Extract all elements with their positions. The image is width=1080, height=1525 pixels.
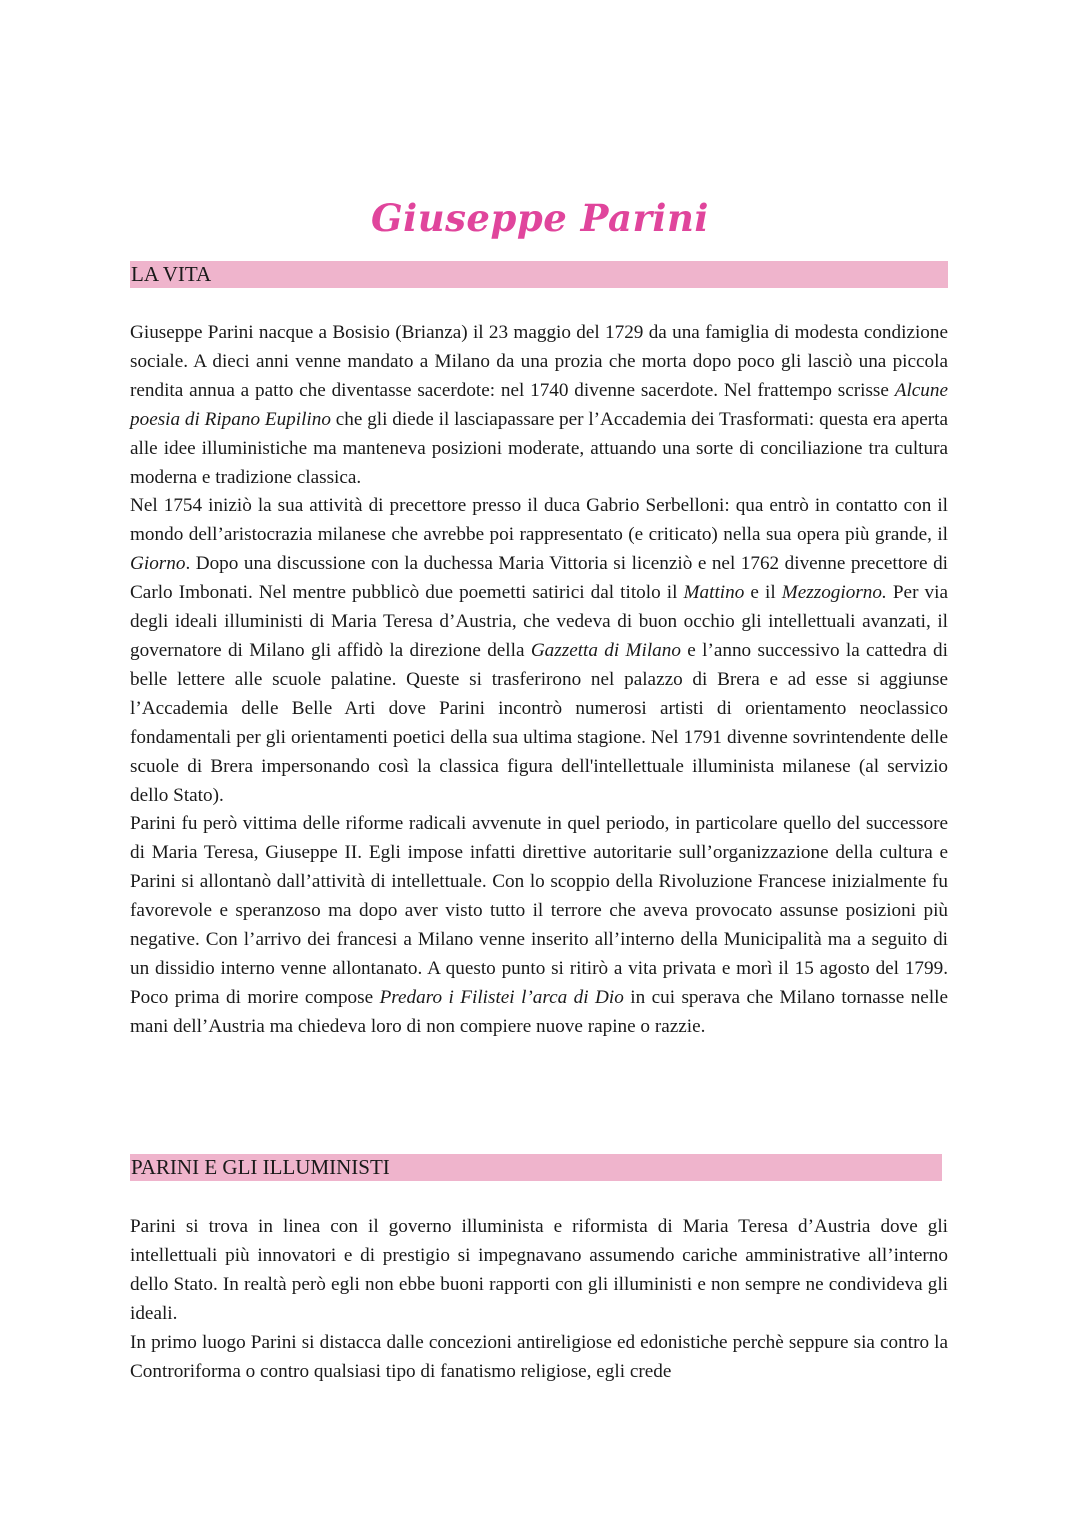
paragraph: Parini si trova in linea con il governo illuminista e riformista di Maria Teresa d’Austria dove gli intellettuali più innovatori e di prestigio si impegnavano assumendo cariche amministrative all’interno dello Stato. In realtà però egli non ebbe buoni rapporti con gli illuministi e non sempre ne condivideva gli ideali. (130, 1216, 948, 1324)
paragraph: Nel 1754 iniziò la sua attività di precettore presso il duca Gabrio Serbelloni: qua entrò in contatto con il mondo dell’aristocrazia milanese che avrebbe poi rappresentato (e criticato) nella sua opera più grande, il Giorno. Dopo una discussione con la duchessa Maria Vittoria si licenziò e nel 1762 divenne precettore di Carlo Imbonati. Nel mentre pubblicò due poemetti satirici dal titolo il Mattino e il Mezzogiorno. Per via degli ideali illuministi di Maria Teresa d’Austria, che vedeva di buon occhio gli intellettuali avanzati, il governatore di Milano gli affidò la direzione della Gazzetta di Milano e l’anno successivo la cattedra di belle lettere alle scuole palatine. Queste si trasferirono nel palazzo di Brera e ad esse si aggiunse l’Accademia delle Belle Arti dove Parini incontrò numerosi artisti di orientamento neoclassico fondamentali per gli orientamenti poetici della sua ultima stagione. Nel 1791 divenne sovrintendente delle scuole di Brera impersonando così la classica figura dell'intellettuale illuminista milanese (al servizio dello Stato). (130, 495, 948, 806)
paragraph: In primo luogo Parini si distacca dalle concezioni antireligiose ed edonistiche perchè seppure sia contro la Controriforma o contro qualsiasi tipo di fanatismo religiose, egli crede (130, 1331, 948, 1382)
section-body-la-vita (130, 319, 948, 1042)
italic-title: Alcune poesia di Ripano Eupilino (130, 379, 948, 430)
paragraph: Parini fu però vittima delle riforme radicali avvenute in quel periodo, in particolare quello del successore di Maria Teresa, Giuseppe II. Egli impose infatti direttive autoritarie sull’organizzazione della cultura e Parini si allontanò dall’attività di intellettuale. Con lo scoppio della Rivoluzione Francese inizialmente fu favorevole e speranzoso ma dopo aver visto tutto il terrore che aveva provocato assunse posizioni più negative. Con l’arrivo dei francesi a Milano venne inserito all’interno della Municipalità ma a seguito di un dissidio interno venne allontanato. A questo punto si ritirò a vita privata e morì il 15 agosto del 1799. Poco prima di morire compose Predaro i Filistei l’arca di Dio in cui sperava che Milano tornasse nelle mani dell’Austria ma chiedeva loro di non compiere nuove rapine o razzie. (130, 813, 948, 1037)
paragraph: Giuseppe Parini nacque a Bosisio (Brianza) il 23 maggio del 1729 da una famiglia di modesta condizione sociale. A dieci anni venne mandato a Milano da una prozia che morta dopo poco gli lasciò una piccola rendita annua a patto che diventasse sacerdote: nel 1740 divenne sacerdote. Nel frattempo scrisse Alcune poesia di Ripano Eupilino che gli diede il lasciapassare per l’Accademia dei Trasformati: questa era aperta alle idee illuministiche ma manteneva posizioni moderate, attuando una sorte di conciliazione tra cultura moderna e tradizione classica. (130, 322, 948, 488)
section-body-parini-illuministi (130, 1213, 948, 1386)
italic-title: Predaro i Filistei l’arca di Dio (379, 986, 624, 1008)
italic-title: Gazzetta di Milano (530, 639, 681, 661)
section-heading-la-vita: LA VITA (130, 261, 948, 288)
page-title: Giuseppe Parini (371, 196, 709, 240)
italic-title: Giorno (130, 553, 186, 575)
italic-title: Mezzogiorno. (781, 582, 887, 604)
section-heading-parini-illuministi: PARINI E GLI ILLUMINISTI (130, 1154, 942, 1181)
italic-title: Mattino (683, 582, 745, 604)
